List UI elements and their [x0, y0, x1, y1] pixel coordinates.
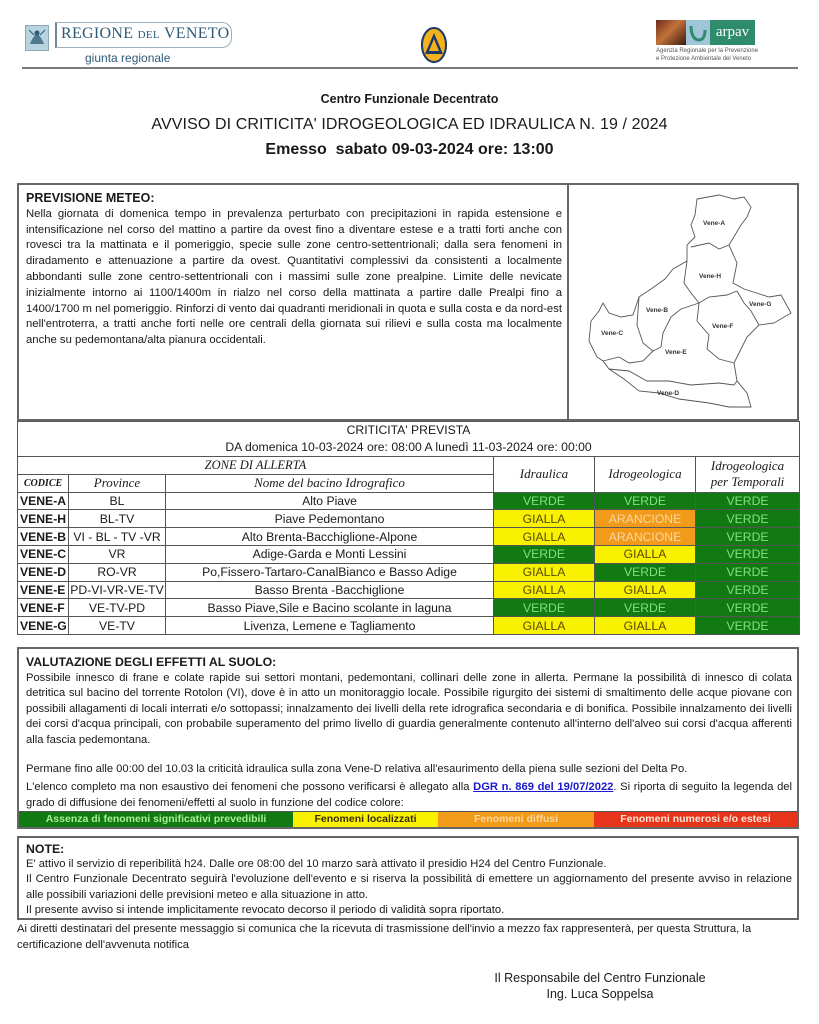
zone-code: VENE-F	[18, 599, 69, 617]
temporali-level: VERDE	[696, 528, 800, 546]
header-divider	[22, 67, 798, 69]
arpav-wave-icon	[686, 20, 710, 45]
protezione-civile-icon	[421, 27, 447, 63]
province-cell: BL-TV	[69, 510, 166, 528]
page-header	[0, 0, 819, 70]
zone-code: VENE-H	[18, 510, 69, 528]
color-legend	[19, 811, 797, 827]
province-cell: VI - BL - TV -VR	[69, 528, 166, 546]
map-label-vene-f: Vene-F	[712, 323, 734, 330]
signature-block	[400, 970, 800, 1002]
idraulica-level: VERDE	[494, 545, 595, 563]
temporali-level: VERDE	[696, 563, 800, 581]
temporali-level: VERDE	[696, 599, 800, 617]
province-cell: PD-VI-VR-VE-TV	[70, 582, 164, 597]
criticality-rows	[18, 492, 800, 634]
temporali-level: VERDE	[696, 492, 800, 510]
col-codice: CODICE	[18, 474, 69, 492]
temporali-level: VERDE	[696, 510, 800, 528]
table-row	[18, 528, 800, 546]
idrogeologica-level: ARANCIONE	[595, 510, 696, 528]
fax-notice: Ai diretti destinatari del presente messaggio si comunica che la ricevuta di trasmissione dell'invio a mezzo fax rappresenterà, per questa Struttura, la certificazione dell'avvenuta notifica	[17, 923, 752, 951]
ground-effects-para2: Permane fino alle 00:00 del 10.03 la criticità idraulica sulla zona Vene-D relativa all'esaurimento della piena sulle sezioni del Delta Po.	[26, 762, 688, 775]
note-line: Il Centro Funzionale Decentrato seguirà l'evoluzione dell'evento e si riserva la possibilità di emettere un aggiornamento del presente avviso in relazione alle possibili variazioni delle previsioni meteo e alla situazione in atto.	[26, 873, 792, 901]
table-row	[18, 581, 800, 599]
ground-effects-section	[17, 647, 799, 829]
weather-forecast-body: Nella giornata di domenica tempo in prevalenza perturbato con precipitazioni in rapida estensione e intensificazione nel corso del mattino a partire da ovest fino a diventare estese e a tratti forti anche con rovesci tra la mattinata e il pomeriggio, specie sulle zone centro-settentrionali; dalla sera fenomeni in diradamento e attenuazione a partire da ovest. Quantitativi complessivi da consistenti a localmente abbondanti sulle zone centro-settentrionali con i massimi sulle zone prealpine. Limite delle nevicate inizialmente intorno ai 1100/1400m in rialzo nel corso della mattinata a partire dalle Prealpi fino a 1400/1700 m nel pomeriggio. Rinforzi di vento dai quadranti meridionali in quota e sulla costa e da nord-est nell'entroterra, a tratti anche forti nelle ore centrali della giornata sui rilievi e sulla costa ma localmente anche su pedemontana/alta pianura occidentali.	[26, 207, 562, 347]
temporali-level: VERDE	[696, 617, 800, 635]
table-row	[18, 617, 800, 635]
map-label-vene-g: Vene-G	[749, 301, 772, 308]
table-row	[18, 599, 800, 617]
zone-code: VENE-D	[18, 563, 69, 581]
arpav-caption: Agenzia Regionale per la Prevenzione e Protezione Ambientale del Veneto	[656, 48, 759, 62]
criticality-title: CRITICITA' PREVISTA	[346, 423, 471, 437]
lion-of-st-mark-icon	[25, 25, 49, 51]
province-cell: VR	[69, 545, 166, 563]
zone-code: VENE-C	[18, 545, 69, 563]
zone-code: VENE-E	[18, 581, 69, 599]
table-row	[18, 492, 800, 510]
criticality-table	[17, 421, 800, 635]
col-temporali: Idrogeologica per Temporali	[696, 457, 800, 493]
idraulica-level: VERDE	[494, 599, 595, 617]
ground-effects-para3: L'elenco completo ma non esaustivo dei fenomeni che possono verificarsi è allegato alla DGR n. 869 del 19/07/2022. Si riporta di seguito la legenda del grado di diffusione dei fenomeni/effetti al suolo in funzione del codice colore:	[26, 781, 793, 809]
title-block	[0, 92, 819, 159]
note-line: E' attivo il servizio di reperibilità h24. Dalle ore 08:00 del 10 marzo sarà attivato il presidio H24 del Centro Funzionale.	[26, 858, 607, 871]
ground-effects-para1: Possibile innesco di frane e colate rapide sui settori montani, pedemontani, collinari delle zone in allerta. Permane la possibilità di innesco di colata detritica sul bacino del torrente Rotolon (VI), dove è in atto un monitoraggio locale. Possibile rigurgito dei sistemi di smaltimento delle acque piovane con possibili allagamenti di locali interrati e/o sottopassi; innalzamento dei livelli della rete idrografica secondaria e di bonifica. Possibile innalzamento dei livelli dei corsi d'acqua principali, con probabile superamento del primo livello di guardia generalmente contenuto all'interno dell'alveo sui corsi d'acqua afferenti alla fascia pedemontana.	[26, 671, 792, 746]
weather-forecast-title: PREVISIONE METEO:	[26, 191, 155, 205]
criticality-header	[18, 422, 800, 457]
idrogeologica-level: GIALLA	[595, 617, 696, 635]
idraulica-level: GIALLA	[494, 581, 595, 599]
notes-title: NOTE:	[26, 842, 65, 856]
legend-red: Fenomeni numerosi e/o estesi	[594, 812, 797, 827]
legend-green: Assenza di fenomeni significativi prevedibili	[19, 812, 293, 827]
signature-role: Il Responsabile del Centro Funzionale	[494, 971, 706, 985]
temporali-level: VERDE	[696, 545, 800, 563]
table-row	[18, 510, 800, 528]
idraulica-level: VERDE	[494, 492, 595, 510]
col-idraulica: Idraulica	[494, 457, 595, 493]
notes-section	[17, 836, 799, 920]
col-province: Province	[69, 474, 166, 492]
regione-veneto-logo	[25, 22, 235, 68]
idrogeologica-level: VERDE	[595, 492, 696, 510]
arpav-wordmark: arpav	[710, 20, 755, 45]
weather-forecast-section	[17, 183, 799, 421]
ground-effects-title: VALUTAZIONE DEGLI EFFETTI AL SUOLO:	[26, 655, 277, 669]
basin-cell: Alto Piave	[166, 492, 494, 510]
note-line: Il presente avviso si intende implicitamente revocato decorso il periodo di validità sopra riportato.	[26, 903, 505, 916]
weather-forecast-text-block	[26, 191, 562, 349]
province-cell: BL	[69, 492, 166, 510]
arpav-logo	[656, 20, 808, 66]
issue-date: Emesso sabato 09-03-2024 ore: 13:00	[265, 141, 554, 158]
criticality-period: DA domenica 10-03-2024 ore: 08:00 A lunedì 11-03-2024 ore: 00:00	[225, 440, 592, 454]
map-label-vene-d: Vene-D	[657, 390, 680, 397]
notes-text-block	[26, 842, 792, 918]
basin-cell: Alto Brenta-Bacchiglione-Alpone	[166, 528, 494, 546]
province-cell: RO-VR	[69, 563, 166, 581]
basin-cell: Piave Pedemontano	[166, 510, 494, 528]
temporali-level: VERDE	[696, 581, 800, 599]
map-label-vene-c: Vene-C	[601, 330, 624, 337]
office-name: Centro Funzionale Decentrato	[320, 92, 499, 106]
document-title: AVVISO DI CRITICITA' IDROGEOLOGICA ED IDRAULICA N. 19 / 2024	[151, 116, 668, 133]
legend-yellow: Fenomeni localizzati	[293, 812, 438, 827]
map-label-vene-e: Vene-E	[665, 349, 687, 356]
idrogeologica-level: GIALLA	[595, 581, 696, 599]
idraulica-level: GIALLA	[494, 510, 595, 528]
idraulica-level: GIALLA	[494, 563, 595, 581]
ground-effects-text-block	[26, 655, 792, 811]
idrogeologica-level: VERDE	[595, 563, 696, 581]
idrogeologica-level: ARANCIONE	[595, 528, 696, 546]
province-cell: VE-TV	[69, 617, 166, 635]
giunta-regionale-label: giunta regionale	[85, 51, 171, 65]
idraulica-level: GIALLA	[494, 528, 595, 546]
basin-cell: Livenza, Lemene e Tagliamento	[166, 617, 494, 635]
zone-header: ZONE DI ALLERTA	[18, 457, 494, 475]
arpav-photo-icon	[656, 20, 686, 45]
zone-code: VENE-G	[18, 617, 69, 635]
map-label-vene-a: Vene-A	[703, 220, 726, 227]
table-row	[18, 545, 800, 563]
province-cell: VE-TV-PD	[69, 599, 166, 617]
table-row	[18, 563, 800, 581]
map-label-vene-b: Vene-B	[646, 307, 669, 314]
basin-cell: Adige-Garda e Monti Lessini	[166, 545, 494, 563]
col-idrogeologica: Idrogeologica	[595, 457, 696, 493]
legend-orange: Fenomeni diffusi	[438, 812, 594, 827]
basin-cell: Basso Piave,Sile e Bacino scolante in laguna	[166, 599, 494, 617]
dgr-link[interactable]: DGR n. 869 del 19/07/2022	[473, 781, 614, 794]
idrogeologica-level: VERDE	[595, 599, 696, 617]
idrogeologica-level: GIALLA	[595, 545, 696, 563]
map-label-vene-h: Vene-H	[699, 273, 722, 280]
idraulica-level: GIALLA	[494, 617, 595, 635]
alert-zones-map	[567, 185, 799, 419]
zone-code: VENE-B	[18, 528, 69, 546]
signature-name: Ing. Luca Soppelsa	[546, 987, 654, 1001]
col-bacino: Nome del bacino Idrografico	[166, 474, 494, 492]
basin-cell: Po,Fissero-Tartaro-CanalBianco e Basso Adige	[166, 563, 494, 581]
regione-veneto-title: REGIONE DEL VENETO	[61, 25, 230, 42]
zone-code: VENE-A	[18, 492, 69, 510]
basin-cell: Basso Brenta -Bacchiglione	[166, 581, 494, 599]
